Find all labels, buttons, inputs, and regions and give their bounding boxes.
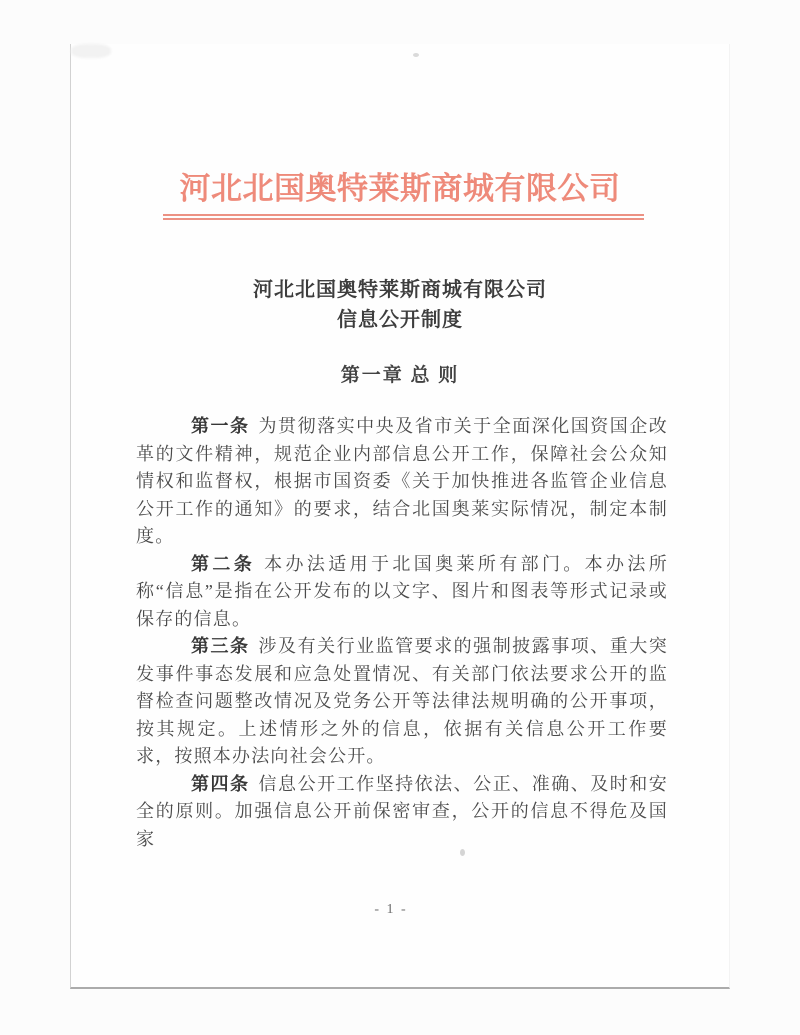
- article-3: [136, 633, 668, 771]
- article-2-label: 第二条: [191, 553, 256, 574]
- article-3-label: 第三条: [191, 636, 250, 656]
- document-body: [136, 413, 668, 853]
- article-2-text: 本办法适用于北国奥莱所有部门。本办法所称“信息”是指在公开发布的以文字、图片和图表等形式记录或保存的信息。: [136, 553, 668, 629]
- scan-speck: [413, 53, 419, 57]
- paper-sheet: [70, 44, 730, 989]
- article-1-text: 为贯彻落实中央及省市关于全面深化国资国企改革的文件精神，规范企业内部信息公开工作，保障社会公众知情权和监督权，根据市国资委《关于加快推进各监管企业信息公开工作的通知》的要求，结合北国奥莱实际情况，制定本制度。: [136, 416, 668, 546]
- article-2: [136, 551, 668, 634]
- chapter-heading: 第一章 总 则: [340, 365, 460, 386]
- document-title-line1: 河北北国奥特莱斯商城有限公司: [253, 279, 547, 301]
- article-4-text: 信息公开工作坚持依法、公正、准确、及时和安全的原则。加强信息公开前保密审查，公开的信息不得危及国家: [136, 773, 668, 849]
- document-title-line2: 信息公开制度: [337, 309, 463, 331]
- article-4-label: 第四条: [191, 773, 250, 794]
- page-number: - 1 -: [374, 902, 408, 917]
- article-1-label: 第一条: [191, 416, 250, 436]
- scan-smudge: [71, 44, 111, 58]
- article-3-text: 涉及有关行业监管要求的强制披露事项、重大突发事件事态发展和应急处置情况、有关部门依法要求公开的监督检查问题整改情况及党务公开等法律法规明确的公开事项，按其规定。上述情形之外的信息，依据有关信息公开工作要求，按照本办法向社会公开。: [136, 636, 668, 766]
- letterhead-divider: [163, 214, 644, 220]
- document-title: [71, 275, 729, 335]
- article-1: [136, 413, 668, 551]
- article-4: [136, 771, 668, 854]
- letterhead-company-name: 河北北国奥特莱斯商城有限公司: [179, 171, 621, 206]
- scan-speck: [460, 849, 465, 856]
